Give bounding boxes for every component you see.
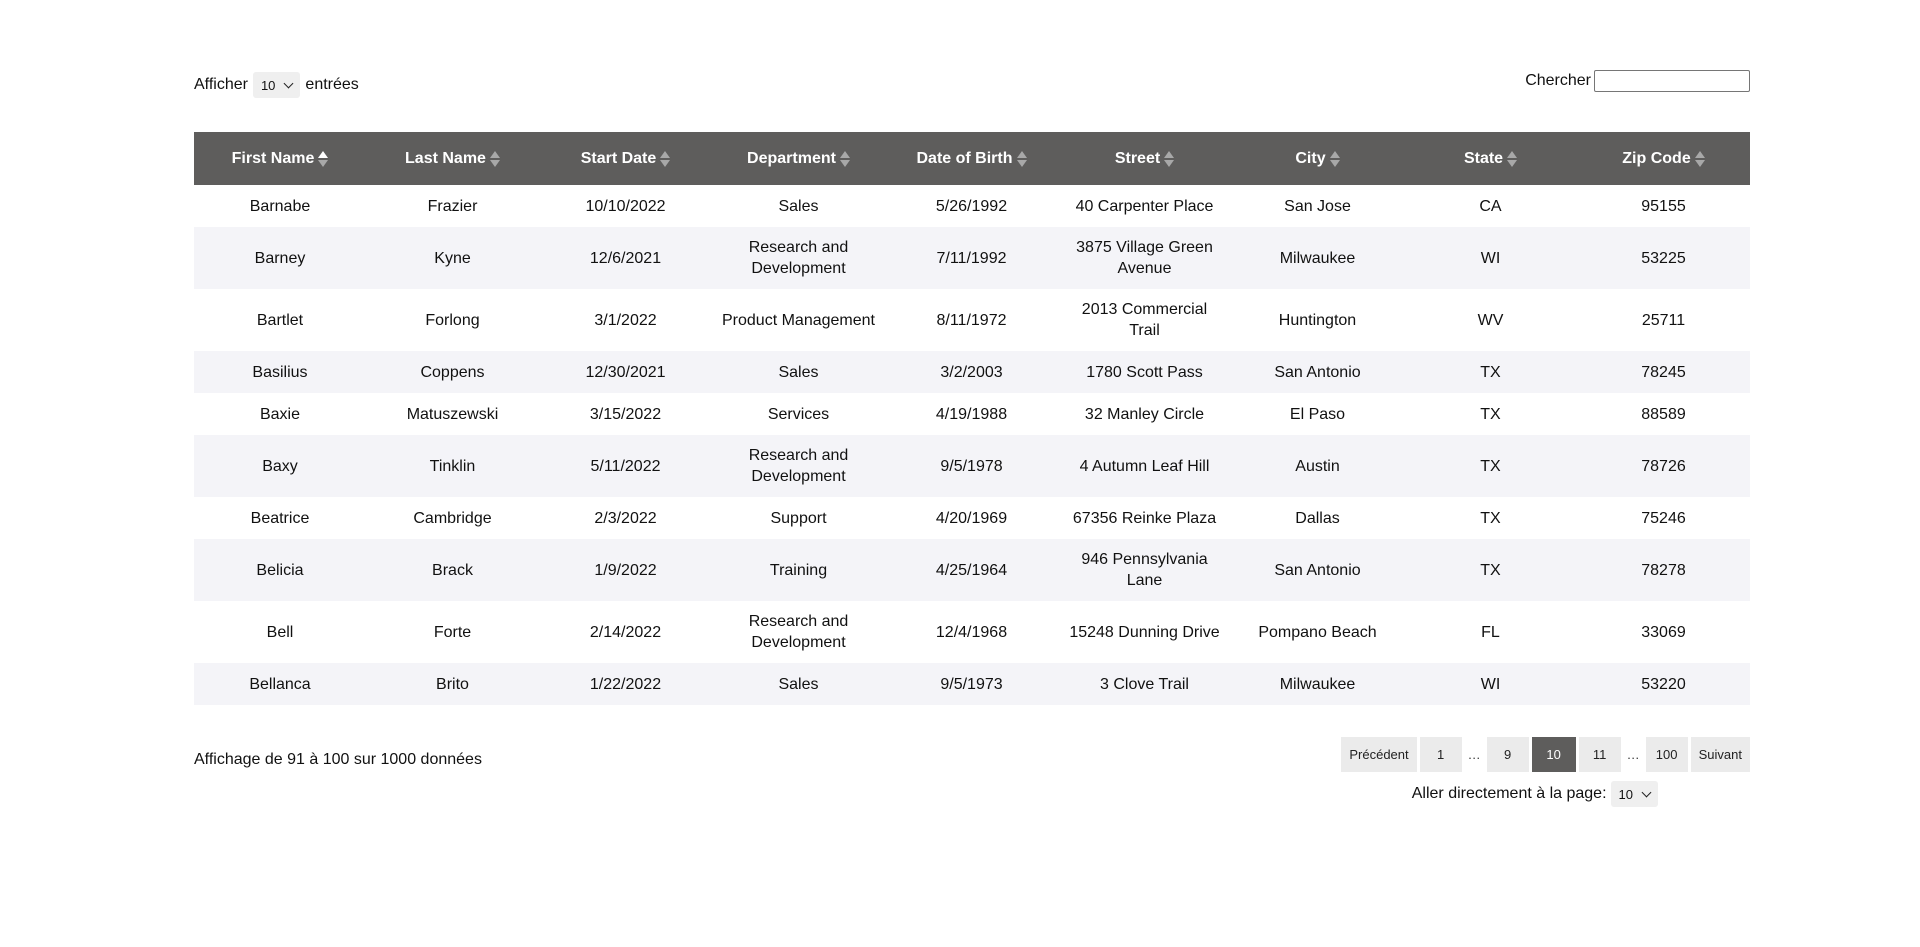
table-cell: FL <box>1481 623 1500 641</box>
table-cell: Barney <box>194 227 366 289</box>
table-cell: Brack <box>366 539 539 601</box>
table-cell: 3875 Village Green Avenue <box>1058 227 1231 289</box>
table-cell: 5/26/1992 <box>935 197 1008 215</box>
table-cell: 10/10/2022 <box>585 197 666 215</box>
table-cell: 33069 <box>1641 623 1686 641</box>
sort-descending-icon <box>1330 160 1340 167</box>
sort-descending-icon <box>1695 160 1705 167</box>
column-header-label: Date of Birth <box>916 149 1013 167</box>
table-cell: Baxie <box>259 405 301 423</box>
table-cell: 4/19/1988 <box>935 405 1008 423</box>
table-cell: Baxy <box>194 435 366 497</box>
page-button-first[interactable]: 1 <box>1420 737 1462 772</box>
table-cell: 88589 <box>1641 405 1686 423</box>
length-prefix-label: Afficher <box>194 76 248 93</box>
sort-descending-icon <box>660 160 670 167</box>
employee-table <box>194 132 1750 705</box>
entries-length-control <box>194 72 359 98</box>
sort-ascending-icon <box>1695 151 1705 158</box>
table-row <box>194 227 1750 289</box>
table-cell: Milwaukee <box>1231 227 1404 289</box>
table-cell: Austin <box>1231 435 1404 497</box>
goto-page-label: Aller directement à la page: <box>1411 785 1607 802</box>
table-cell: Barnabe <box>249 197 311 215</box>
table-cell: Forlong <box>425 311 480 329</box>
table-cell: 1/22/2022 <box>539 663 712 705</box>
table-cell: TX <box>1404 351 1577 393</box>
column-header-label: Last Name <box>405 149 486 167</box>
table-row <box>194 393 1750 435</box>
table-cell: 12/4/1968 <box>935 623 1008 641</box>
previous-page-button[interactable]: Précédent <box>1341 737 1416 772</box>
table-footer <box>194 705 1750 825</box>
table-cell: Basilius <box>194 351 366 393</box>
sort-descending-icon <box>1507 160 1517 167</box>
table-cell: San Antonio <box>1231 351 1404 393</box>
table-cell: 95155 <box>1641 197 1686 215</box>
page-button-last[interactable]: 100 <box>1646 737 1688 772</box>
table-cell: 40 Carpenter Place <box>1075 197 1214 215</box>
column-header-label: Start Date <box>580 149 657 167</box>
table-cell: San Antonio <box>1231 539 1404 601</box>
sort-ascending-icon <box>660 151 670 158</box>
page-button-next[interactable]: 11 <box>1579 737 1621 772</box>
table-cell: 75246 <box>1641 509 1686 527</box>
table-cell: 2/14/2022 <box>589 623 662 641</box>
table-cell: 3 Clove Trail <box>1058 663 1231 705</box>
table-cell: 3/2/2003 <box>885 351 1058 393</box>
column-header-label: City <box>1295 149 1326 167</box>
column-header[interactable] <box>1058 132 1231 185</box>
sort-ascending-icon <box>1507 151 1517 158</box>
sort-descending-icon <box>840 160 850 167</box>
table-cell: Cambridge <box>413 509 492 527</box>
column-header-content <box>1464 150 1517 168</box>
table-cell: Milwaukee <box>1231 663 1404 705</box>
table-cell: WI <box>1404 663 1577 705</box>
sort-descending-icon <box>1017 160 1027 167</box>
table-cell: 9/5/1978 <box>885 435 1058 497</box>
column-header-content <box>1115 150 1174 168</box>
table-row <box>194 497 1750 539</box>
column-header-label: First Name <box>231 149 315 167</box>
column-header[interactable] <box>1231 132 1404 185</box>
sort-ascending-icon <box>1330 151 1340 158</box>
table-cell: Sales <box>712 351 885 393</box>
table-header-row <box>194 132 1750 185</box>
sort-arrows-icon <box>660 151 670 167</box>
table-cell: 78278 <box>1577 539 1750 601</box>
next-page-button[interactable]: Suivant <box>1691 737 1750 772</box>
table-cell: Frazier <box>427 197 478 215</box>
length-suffix-label: entrées <box>305 76 359 93</box>
goto-page-control <box>1412 781 1658 807</box>
sort-descending-icon <box>490 160 500 167</box>
column-header-content <box>917 150 1027 168</box>
table-row <box>194 435 1750 497</box>
goto-page-select[interactable] <box>1611 781 1658 807</box>
table-cell: 3/1/2022 <box>594 311 657 329</box>
table-cell: 9/5/1973 <box>885 663 1058 705</box>
sort-arrows-icon <box>490 151 500 167</box>
pagination-ellipsis: … <box>1467 747 1481 762</box>
table-cell: Support <box>770 509 827 527</box>
column-header-label: State <box>1463 149 1504 167</box>
table-cell: Bell <box>266 623 294 641</box>
column-header-content <box>1622 150 1704 168</box>
page-button-prev[interactable]: 9 <box>1487 737 1529 772</box>
pagination-ellipsis: … <box>1626 747 1640 762</box>
table-cell: 3/15/2022 <box>589 405 662 423</box>
table-controls <box>194 60 1750 132</box>
table-row <box>194 601 1750 663</box>
sort-descending-icon <box>318 160 328 167</box>
table-cell: 8/11/1972 <box>936 311 1007 329</box>
table-cell: Matuszewski <box>406 405 499 423</box>
table-cell: 946 Pennsylvania Lane <box>1058 539 1231 601</box>
table-cell: 4/25/1964 <box>885 539 1058 601</box>
table-row <box>194 663 1750 705</box>
table-cell: 78245 <box>1577 351 1750 393</box>
table-cell: 2013 Commercial Trail <box>1081 301 1208 339</box>
table-cell: TX <box>1404 435 1577 497</box>
pagination <box>1341 737 1750 772</box>
sort-arrows-icon <box>1164 151 1174 167</box>
search-label: Chercher <box>1525 72 1591 89</box>
table-cell: 25711 <box>1641 311 1686 329</box>
chevron-down-icon <box>284 78 294 88</box>
table-cell: 1780 Scott Pass <box>1058 351 1231 393</box>
entries-per-page-value: 10 <box>260 77 276 93</box>
column-header-content <box>747 150 850 168</box>
table-row <box>194 539 1750 601</box>
column-header[interactable] <box>885 132 1058 185</box>
table-cell: CA <box>1479 197 1502 215</box>
search-input[interactable] <box>1594 70 1750 92</box>
table-cell: Pompano Beach <box>1258 623 1377 641</box>
column-header[interactable] <box>194 132 366 185</box>
table-cell: Brito <box>366 663 539 705</box>
sort-ascending-icon <box>840 151 850 158</box>
search-control <box>1525 70 1750 92</box>
table-cell: Kyne <box>366 227 539 289</box>
goto-page-value: 10 <box>1618 786 1633 802</box>
table-cell: Bartlet <box>256 311 304 329</box>
table-cell: 67356 Reinke Plaza <box>1072 509 1217 527</box>
column-header-content <box>232 150 329 168</box>
table-cell: Dallas <box>1295 509 1340 527</box>
table-cell: Training <box>712 539 885 601</box>
table-cell: Huntington <box>1278 311 1357 329</box>
sort-ascending-icon <box>318 151 328 158</box>
chevron-down-icon <box>1642 787 1652 797</box>
sort-arrows-icon <box>318 151 328 167</box>
table-cell: WI <box>1404 227 1577 289</box>
table-cell: San Jose <box>1284 197 1351 215</box>
column-header-label: Department <box>747 149 836 167</box>
table-cell: El Paso <box>1289 405 1346 423</box>
entries-per-page-select[interactable] <box>253 72 300 98</box>
column-header[interactable] <box>712 132 885 185</box>
table-cell: 2/3/2022 <box>594 509 657 527</box>
column-header-content <box>405 150 500 168</box>
table-cell: 1/9/2022 <box>539 539 712 601</box>
table-cell: 12/6/2021 <box>539 227 712 289</box>
column-header-content <box>1295 150 1339 168</box>
sort-arrows-icon <box>1017 151 1027 167</box>
table-cell: TX <box>1480 509 1501 527</box>
table-row <box>194 289 1750 351</box>
table-cell: Sales <box>778 197 819 215</box>
table-cell: WV <box>1477 311 1504 329</box>
table-cell: 4 Autumn Leaf Hill <box>1058 435 1231 497</box>
table-cell: 32 Manley Circle <box>1084 405 1205 423</box>
column-header-content <box>581 150 671 168</box>
table-cell: Research and Development <box>748 613 849 651</box>
table-cell: 53225 <box>1577 227 1750 289</box>
table-cell: 78726 <box>1577 435 1750 497</box>
column-header-label: Street <box>1114 149 1161 167</box>
table-cell: Tinklin <box>366 435 539 497</box>
table-cell: Research and Development <box>712 435 885 497</box>
page-button-current[interactable]: 10 <box>1532 737 1576 772</box>
table-cell: Bellanca <box>194 663 366 705</box>
table-cell: 12/30/2021 <box>539 351 712 393</box>
column-header[interactable] <box>539 132 712 185</box>
column-header[interactable] <box>1577 132 1750 185</box>
column-header[interactable] <box>366 132 539 185</box>
table-cell: 53220 <box>1577 663 1750 705</box>
sort-descending-icon <box>1164 160 1174 167</box>
sort-ascending-icon <box>1017 151 1027 158</box>
sort-ascending-icon <box>490 151 500 158</box>
table-row <box>194 185 1750 227</box>
table-body <box>194 185 1750 705</box>
table-cell: Belicia <box>194 539 366 601</box>
table-cell: Services <box>767 405 830 423</box>
table-cell: Coppens <box>366 351 539 393</box>
column-header-label: Zip Code <box>1622 149 1691 167</box>
sort-arrows-icon <box>1695 151 1705 167</box>
table-cell: 5/11/2022 <box>539 435 712 497</box>
table-cell: TX <box>1480 405 1501 423</box>
table-cell: Beatrice <box>250 509 310 527</box>
sort-arrows-icon <box>1507 151 1517 167</box>
table-cell: TX <box>1404 539 1577 601</box>
sort-ascending-icon <box>1164 151 1174 158</box>
table-info: Affichage de 91 à 100 sur 1000 données <box>194 751 482 768</box>
table-cell: 7/11/1992 <box>885 227 1058 289</box>
column-header[interactable] <box>1404 132 1577 185</box>
table-cell: Product Management <box>722 311 875 329</box>
table-row <box>194 351 1750 393</box>
sort-arrows-icon <box>1330 151 1340 167</box>
table-cell: 15248 Dunning Drive <box>1069 623 1220 641</box>
table-cell: Forte <box>433 623 472 641</box>
table-cell: Research and Development <box>712 227 885 289</box>
sort-arrows-icon <box>840 151 850 167</box>
table-cell: Sales <box>712 663 885 705</box>
table-cell: 4/20/1969 <box>935 509 1008 527</box>
datatable-wrapper <box>194 60 1750 825</box>
